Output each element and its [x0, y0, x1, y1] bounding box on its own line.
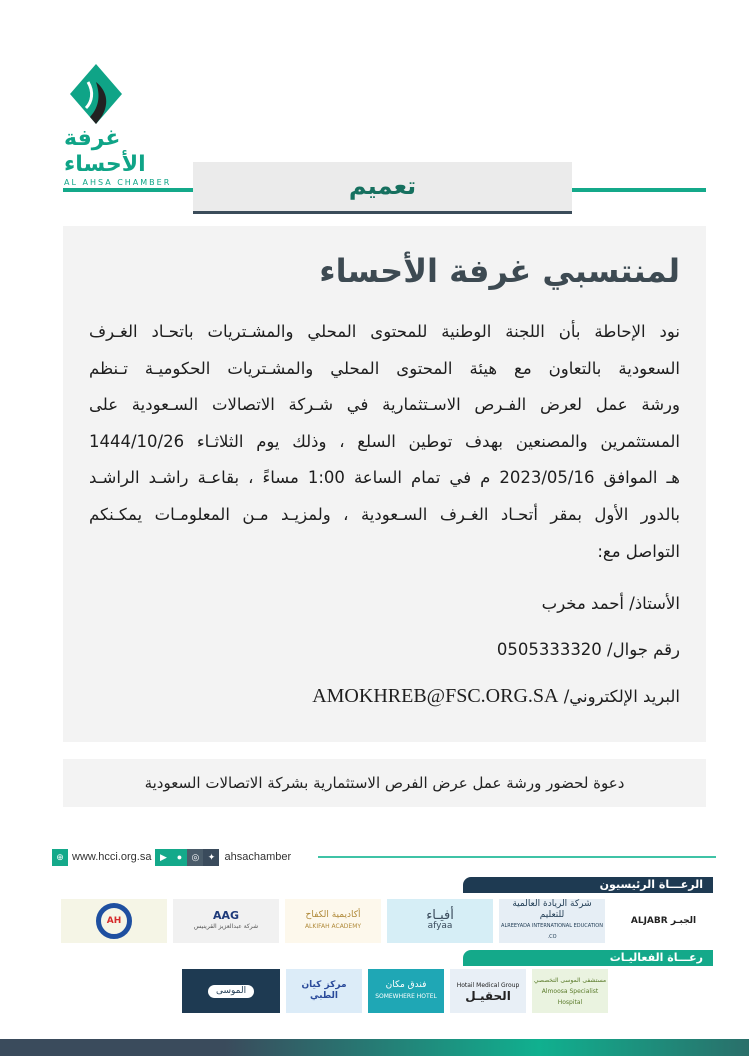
sponsor-subtext: ALREEYADA INTERNATIONAL EDUCATION CO.: [501, 923, 603, 940]
sponsor-logo-aag: [173, 899, 279, 943]
sponsor-logo-hotail: [450, 969, 526, 1013]
announcement-heading: لمنتسبي غرفة الأحساء: [319, 252, 680, 290]
sponsor-text: الجبـر ALJABR: [630, 915, 697, 926]
social-divider: [318, 856, 716, 858]
invitation-banner: دعوة لحضور ورشة عمل عرض الفرص الاستثمارية بشركة الاتصالات السعودية: [63, 759, 706, 807]
body-line: نود الإحاطة بأن اللجنة الوطنية للمحتوى المحلي والمشـتريات باتحـاد الغـرف: [89, 322, 680, 341]
sponsor-logo-kayan-medical: [286, 969, 362, 1013]
snapchat-icon[interactable]: ●: [171, 849, 187, 866]
body-line: السعودية بالتعاون مع هيئة المحتوى المحلي والمشـتريات الحكوميـة تـنظم: [89, 358, 680, 378]
sponsor-text: الحقيـل: [465, 989, 511, 1003]
sponsor-logo-afyaa: [387, 899, 493, 943]
sponsor-text: أكاديمية الكفاح: [305, 910, 361, 920]
main-sponsors-label: الرعـــاة الرئيسيون: [463, 877, 713, 893]
page-title: تعميم: [193, 162, 572, 214]
divider-left: [63, 188, 195, 192]
sponsor-text: مستشفى الموسى التخصصي: [533, 976, 607, 984]
chamber-emblem-icon: [66, 62, 126, 126]
sponsor-subtext: Almoosa Specialist Hospital: [541, 987, 599, 1006]
website-link[interactable]: www.hcci.org.sa: [72, 851, 152, 863]
sponsor-logo-alreeyada: [499, 899, 605, 943]
globe-icon: ⊕: [52, 849, 68, 866]
footer-gradient-bar: [0, 1039, 749, 1056]
social-handle[interactable]: ahsachamber: [224, 851, 292, 863]
instagram-icon[interactable]: ◎: [187, 849, 203, 866]
sponsor-logo-somewhere-hotel: [368, 969, 444, 1013]
sponsor-subtext: شركة عبدالعزيز القرينيس: [193, 923, 259, 930]
sponsor-text: AAG: [212, 909, 240, 922]
sponsor-text: شركة الريادة العالمية للتعليم: [512, 899, 592, 920]
sponsor-subtext: Hotail Medical Group: [456, 982, 520, 989]
contact-phone: رقم جوال/ 0505333320: [496, 640, 680, 660]
sponsor-subtext: ALKIFAH ACADEMY: [304, 923, 362, 930]
logo-english-text: AL AHSA CHAMBER: [64, 178, 172, 187]
logo-arabic-text: غرفة الأحساء: [64, 126, 146, 177]
sponsor-text: الموسى: [208, 985, 254, 998]
body-line: هـ الموافق 2023/05/16 م في تمام الساعة 1:00 مساءً ، بقاعـة راشـد الراشـد: [89, 468, 680, 488]
event-sponsors-label: رعـــاة الفعاليـات: [463, 950, 713, 966]
al-ahsa-chamber-logo: [60, 62, 190, 187]
sponsor-logo-almoosa: [182, 969, 280, 1013]
sponsor-subtext: SOMEWHERE HOTEL: [375, 993, 437, 1000]
sponsor-text: AH: [96, 903, 132, 939]
body-line: بالدور الأول بمقر أتحـاد الغـرف السـعودية ، ولمزيـد مـن المعلومـات يمكـنكم: [89, 504, 680, 524]
sponsor-logo-alkifah: [285, 899, 381, 943]
sponsor-subtext: afyaa: [427, 921, 453, 931]
youtube-icon[interactable]: ▶: [155, 849, 171, 866]
contact-email[interactable]: AMOKHREB@FSC.ORG.SA: [312, 685, 559, 708]
social-bar: [52, 848, 291, 866]
sponsor-text: فندق مكان: [385, 980, 427, 990]
contact-email-row: [89, 684, 680, 709]
sponsor-logo-almoosa-hospital: [532, 969, 608, 1013]
announcement-card: [63, 226, 706, 742]
body-line: المستثمرين والمصنعين بهدف توطين السلع ، وذلك يوم الثلاثـاء 1444/10/26: [89, 431, 680, 451]
contact-name: الأستاذ/ أحمد مخرب: [541, 594, 680, 614]
event-sponsors-logos: [113, 969, 608, 1013]
email-label: البريد الإلكتروني/: [563, 687, 680, 707]
sponsor-text: أفيـاء: [426, 908, 454, 923]
sponsor-logo-aljabr: [611, 899, 716, 943]
twitter-icon[interactable]: ✦: [203, 849, 219, 866]
body-line: ورشة عمل لعرض الفـرص الاسـتثمارية في شـركة الاتصالات السـعودية على: [89, 395, 680, 415]
main-sponsors-logos: [48, 899, 716, 943]
divider-right: [570, 188, 706, 192]
sponsor-logo-ah: [61, 899, 167, 943]
sponsor-text: مركز كيان الطبي: [301, 980, 347, 1001]
body-line: التواصل مع:: [597, 541, 680, 561]
announcement-body: [89, 314, 680, 570]
